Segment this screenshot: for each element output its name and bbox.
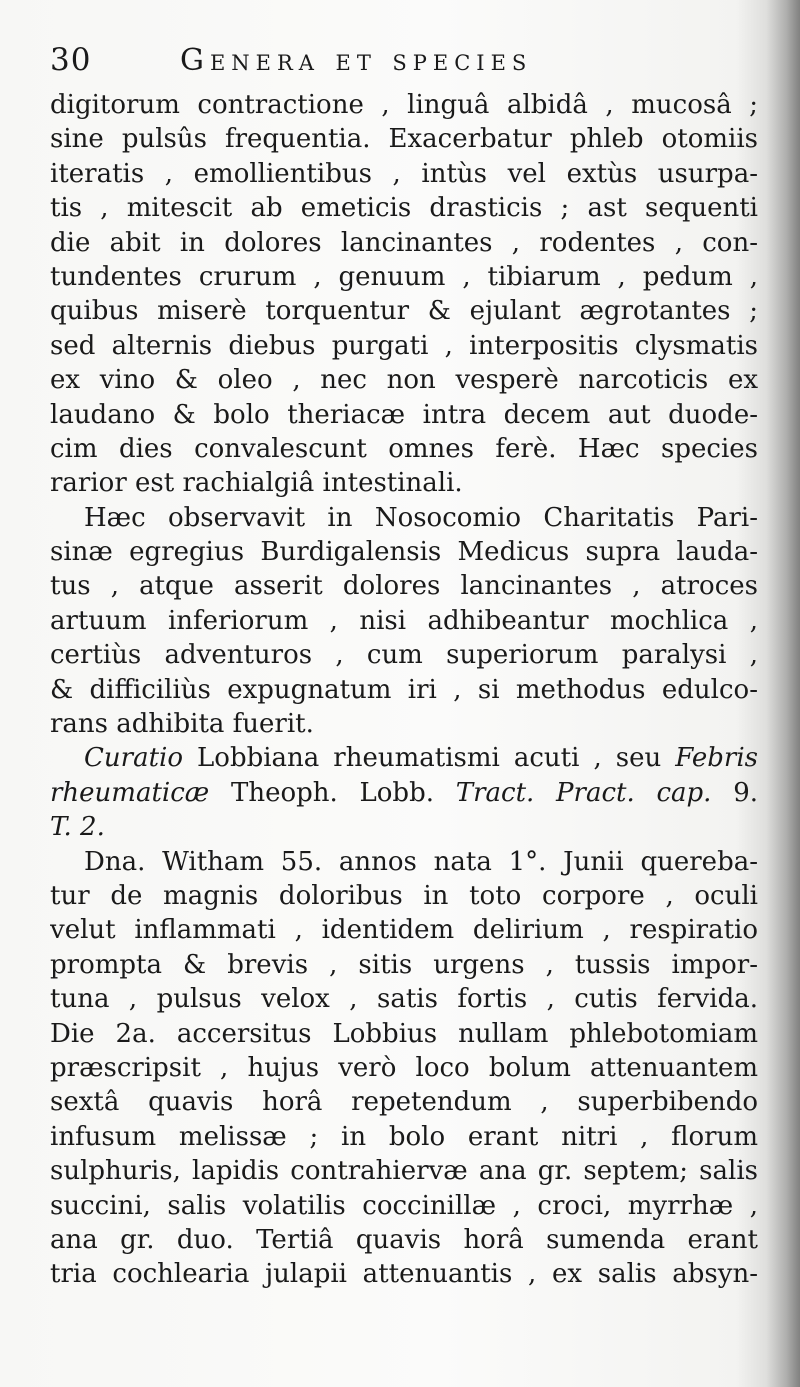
page-number: 30: [50, 42, 92, 78]
italic-text: rheumaticæ: [50, 777, 210, 808]
paragraph-2: [50, 501, 758, 742]
text-line: cim dies convalescunt omnes ferè. Hæc species: [50, 433, 758, 464]
text-line: rarior est rachialgiâ intestinali.: [50, 468, 463, 499]
citation-line: T. 2.: [50, 812, 105, 843]
roman-text: [534, 778, 556, 808]
roman-text: Lobbiana rheumatismi acuti , seu: [183, 743, 676, 774]
text-line: tuna , pulsus velox , satis fortis , cutis fervida.: [50, 984, 758, 1015]
text-line: sed alternis diebus purgati , interpositis clysmatis: [50, 330, 758, 361]
text-line: sulphuris, lapidis contrahiervæ ana gr. septem; salis: [50, 1156, 758, 1187]
running-title: Genera et species: [180, 43, 533, 78]
text-line: succini, salis volatilis coccinillæ , croci, myrrhæ ,: [50, 1190, 758, 1221]
text-line: quibus miserè torquentur & ejulant ægrotantes ;: [50, 296, 758, 327]
text-line: ana gr. duo. Tertiâ quavis horâ sumenda erant: [50, 1224, 758, 1255]
citation-paragraph: [50, 741, 758, 844]
text-line: sine pulsûs frequentia. Exacerbatur phleb otomiis: [50, 124, 758, 155]
paragraph-1: [50, 88, 758, 501]
text-line: sextâ quavis horâ repetendum , superbibendo: [50, 1087, 758, 1118]
text-line: sinæ egregius Burdigalensis Medicus supra lauda-: [50, 537, 758, 568]
text-line: & difficiliùs expugnatum iri , si methodus edulco-: [50, 674, 758, 705]
text-line: tundentes crurum , genuum , tibiarum , pedum ,: [50, 261, 758, 292]
text-line: velut inflammati , identidem delirium , respiratio: [50, 915, 758, 946]
text-line: die abit in dolores lancinantes , rodentes , con-: [50, 227, 758, 258]
text-block: [50, 42, 758, 1292]
text-line: infusum melissæ ; in bolo erant nitri , florum: [50, 1121, 758, 1152]
text-line: tus , atque asserit dolores lancinantes , atroces: [50, 571, 758, 602]
text-line: iteratis , emollientibus , intùs vel extùs usurpa-: [50, 158, 758, 189]
paragraph-4: [50, 845, 758, 1292]
text-line: tur de magnis doloribus in toto corpore , oculi: [50, 880, 758, 911]
running-header: [50, 42, 758, 88]
roman-text: Theoph. Lobb.: [209, 777, 456, 808]
italic-text: Curatio: [84, 743, 183, 774]
roman-text: 9.: [711, 777, 758, 808]
citation-line: [50, 741, 758, 775]
text-line: Hæc observavit in Nosocomio Charitatis Pari-: [84, 502, 758, 533]
text-line: prompta & brevis , sitis urgens , tussis impor-: [50, 949, 758, 980]
text-line: laudano & bolo theriacæ intra decem aut duode-: [50, 399, 758, 430]
text-line: digitorum contractione , linguâ albidâ , mucosâ ;: [50, 90, 758, 120]
text-line: Dna. Witham 55. annos nata 1°. Junii quereba-: [84, 846, 758, 877]
text-line: artuum inferiorum , nisi adhibeantur mochlica ,: [50, 605, 758, 636]
italic-text: Tract.: [455, 777, 535, 808]
text-line: tis , mitescit ab emeticis drasticis ; ast sequenti: [50, 193, 758, 224]
text-line: tria cochlearia julapii attenuantis , ex salis absyn-: [50, 1259, 758, 1290]
citation-line: [50, 776, 758, 810]
text-line: rans adhibita fuerit.: [50, 709, 314, 740]
text-line: certiùs adventuros , cum superiorum paralysi ,: [50, 640, 758, 671]
text-line: Die 2a. accersitus Lobbius nullam phlebotomiam: [50, 1018, 758, 1049]
page-spine-shadow: [766, 0, 800, 1387]
italic-text: Febris: [675, 743, 758, 774]
italic-text: Pract. cap.: [556, 777, 712, 808]
text-line: ex vino & oleo , nec non vesperè narcoticis ex: [50, 365, 758, 396]
text-line: præscripsit , hujus verò loco bolum attenuantem: [50, 1052, 758, 1083]
